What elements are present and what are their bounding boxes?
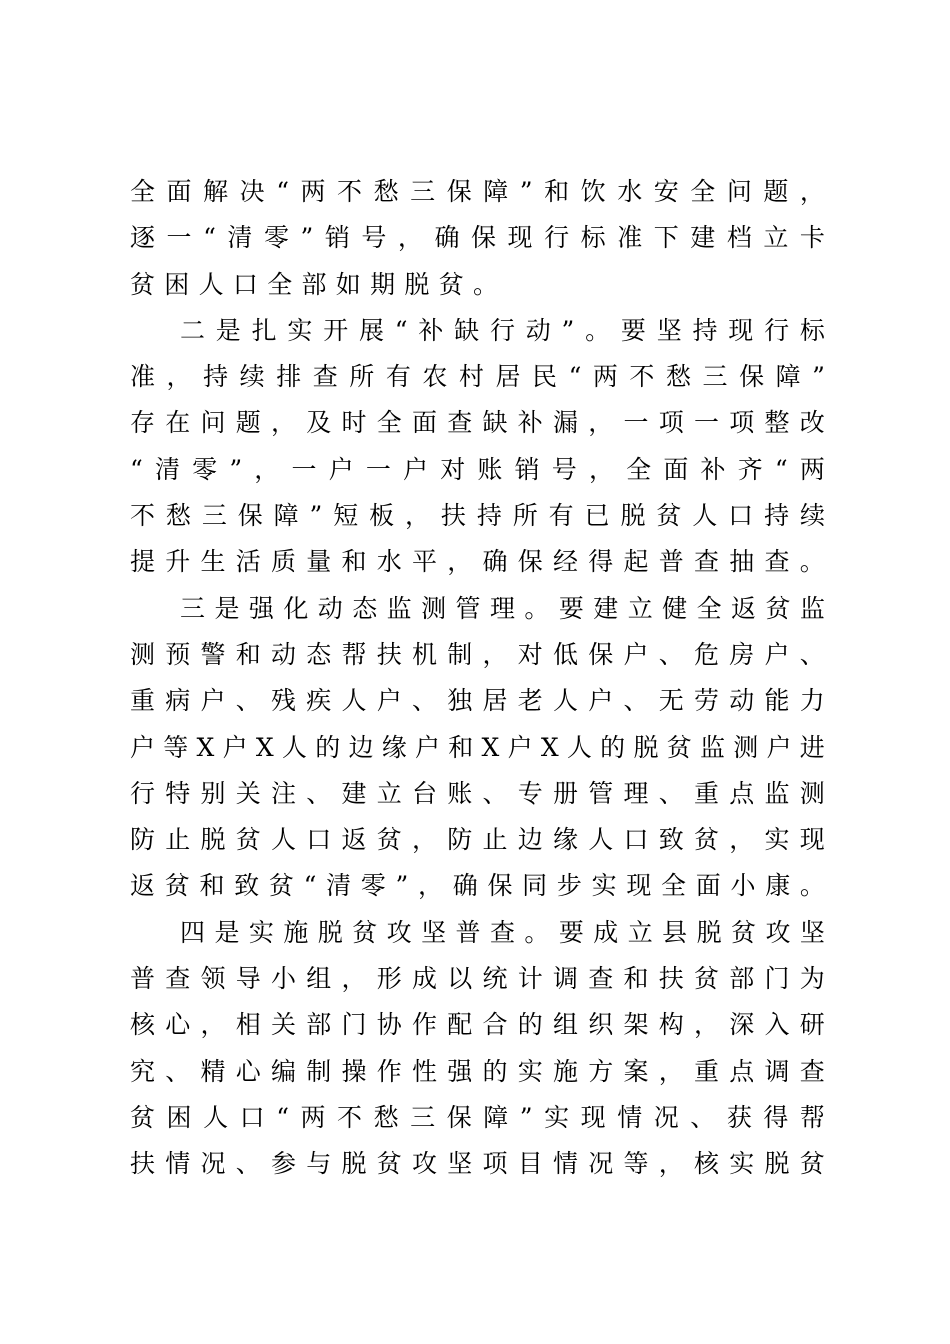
paragraph-start-line: 三 是 强 化 动 态 监 测 管 理 。 要 建 立 健 全 返 贫 监 (180, 593, 825, 623)
paragraph-start-line: 四 是 实 施 脱 贫 攻 坚 普 查 。 要 成 立 县 脱 贫 攻 坚 (180, 917, 825, 947)
text-line: 准 ， 持 续 排 查 所 有 农 村 居 民 “ 两 不 愁 三 保 障 ” (130, 362, 825, 392)
text-line: 返 贫 和 致 贫 “ 清 零 ” ， 确 保 同 步 实 现 全 面 小 康 。 (130, 871, 825, 901)
text-line: 核 心 ， 相 关 部 门 协 作 配 合 的 组 织 架 构 ， 深 入 研 (130, 1010, 825, 1040)
text-line: 全 面 解 决 “ 两 不 愁 三 保 障 ” 和 饮 水 安 全 问 题 ， (130, 177, 825, 206)
text-line: 贫困人口全部如期脱贫。 (130, 269, 508, 299)
text-line: 防 止 脱 贫 人 口 返 贫 ， 防 止 边 缘 人 口 致 贫 ， 实 现 (130, 825, 825, 855)
text-line: 重 病 户 、 残 疾 人 户 、 独 居 老 人 户 、 无 劳 动 能 力 (130, 686, 825, 716)
text-line: “ 清 零 ” ， 一 户 一 户 对 账 销 号 ， 全 面 补 齐 “ 两 (130, 454, 825, 484)
text-line: 提 升 生 活 质 量 和 水 平 ， 确 保 经 得 起 普 查 抽 查 。 (130, 547, 825, 577)
text-line: 不 愁 三 保 障 ” 短 板 ， 扶 持 所 有 已 脱 贫 人 口 持 续 (130, 501, 825, 531)
text-line: 行 特 别 关 注 、 建 立 台 账 、 专 册 管 理 、 重 点 监 测 (130, 778, 825, 808)
body-text (130, 169, 825, 1188)
text-line: 究 、 精 心 编 制 操 作 性 强 的 实 施 方 案 ， 重 点 调 查 (130, 1056, 825, 1086)
text-line: 逐 一 “ 清 零 ” 销 号 ， 确 保 现 行 标 准 下 建 档 立 卡 (130, 223, 825, 253)
paragraph-start-line: 二 是 扎 实 开 展 “ 补 缺 行 动 ” 。 要 坚 持 现 行 标 (180, 315, 825, 345)
text-line: 户 等 X 户 X 人 的 边 缘 户 和 X 户 X 人 的 脱 贫 监 测 户 进 (130, 732, 825, 762)
text-line: 存 在 问 题 ， 及 时 全 面 查 缺 补 漏 ， 一 项 一 项 整 改 (130, 408, 825, 438)
text-line: 普 查 领 导 小 组 ， 形 成 以 统 计 调 查 和 扶 贫 部 门 为 (130, 964, 825, 994)
text-line: 测 预 警 和 动 态 帮 扶 机 制 ， 对 低 保 户 、 危 房 户 、 (130, 639, 825, 669)
text-line: 贫 困 人 口 “ 两 不 愁 三 保 障 ” 实 现 情 况 、 获 得 帮 (130, 1102, 825, 1132)
text-line: 扶 情 况 、 参 与 脱 贫 攻 坚 项 目 情 况 等 ， 核 实 脱 贫 (130, 1149, 825, 1179)
